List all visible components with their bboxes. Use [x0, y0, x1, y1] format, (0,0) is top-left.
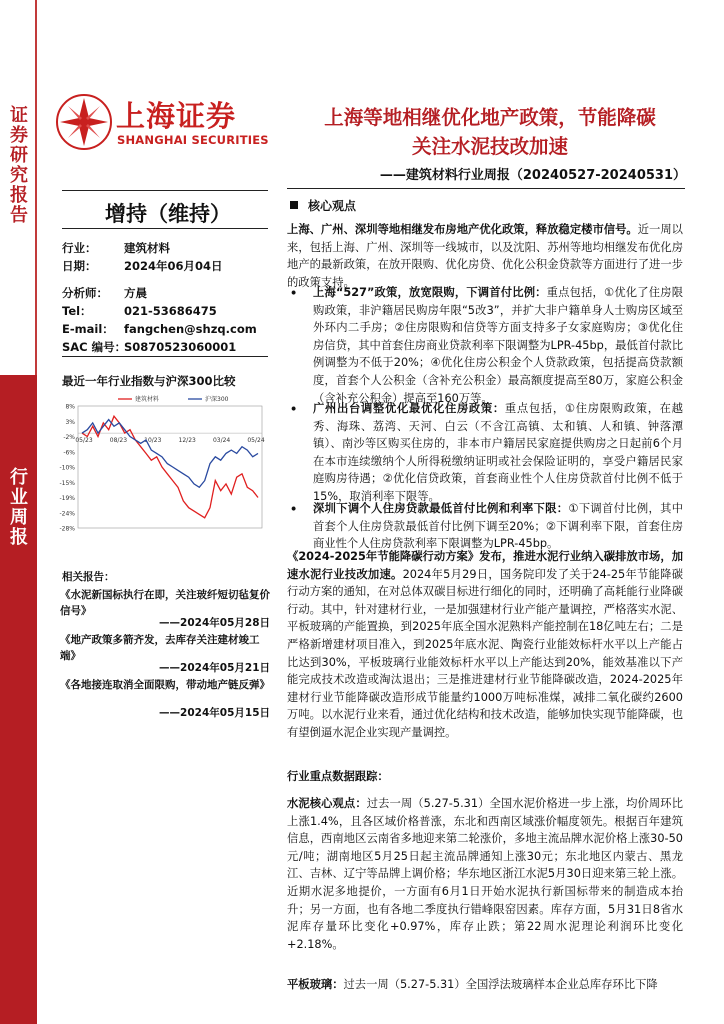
- company-logo: [56, 92, 269, 152]
- index-comparison-chart: [56, 392, 268, 540]
- legend-label: 建筑材料: [135, 396, 160, 403]
- x-tick-label: 08/23: [109, 437, 128, 445]
- y-tick-label: -2%: [63, 434, 75, 441]
- report-category-label: 行业周报: [10, 467, 28, 548]
- meta-value: 2024年06月04日: [124, 259, 223, 273]
- meta-key: SAC 编号：: [62, 340, 127, 354]
- y-tick-label: -10%: [59, 464, 75, 472]
- related-report-title[interactable]: 《各地接连取消全面限购，带动地产链反弹》: [60, 679, 270, 691]
- bullet-2: 广州出台调整优化最优化住房政策：重点包括，①住房限购政策，在越秀、海珠、荔湾、天河、白云（不含江高镇、太和镇、人和镇、钟落潭镇）、南沙等区购买住房的，非本市户籍居民家庭提供购房之日起前6个月在本市连续缴纳个人所得税缴纳证明或社会保险证明的，享受户籍居民家庭购房待遇；②优化信贷政策，首套商业性个人住房贷款首付比例不低于15%，取消利率下限等。: [313, 402, 683, 503]
- meta-key: 日期：: [62, 259, 97, 273]
- bullet-1: 上海“527”政策，放宽限购，下调首付比例：重点包括，①优化了住房限购政策，非沪籍居民购房年限“5改3”，并扩大非户籍单身人士购房区域至外环内二手房；②住房限购和信贷等方面支持多子女家庭购房；③优化住房信贷，其中首套住房商业贷款利率下限调整为LPR-45bp，最低首付款比例调整为不低于20%；④优化住房公积金个人贷款政策，包括提高贷款额度，首套个人公积金（含补充公积金）最高额度提高至80万，家庭公积金（含补充公积金）提高至160万等。: [313, 286, 683, 405]
- y-tick-label: -19%: [59, 495, 75, 502]
- meta-row: [62, 321, 257, 337]
- meta-key: 分析师：: [62, 286, 108, 300]
- y-tick-label: -15%: [59, 479, 75, 487]
- x-tick-label: 03/24: [212, 437, 231, 445]
- report-subtitle: ——建筑材料行业周报（20240527-20240531）: [379, 168, 686, 183]
- related-title: 相关报告：: [62, 571, 115, 583]
- report-type-label: 证券研究报告: [10, 105, 28, 226]
- meta-value: 方晨: [124, 286, 147, 300]
- y-tick-label: -28%: [59, 525, 75, 533]
- logo-cn-text: 上海证券: [116, 99, 237, 133]
- x-tick-label: 05/23: [75, 437, 93, 445]
- meta-key: 行业：: [62, 241, 97, 255]
- bullet-dot-1: •: [290, 287, 298, 300]
- meta-rule: [62, 356, 268, 357]
- related-report-date: ——2024年05月21日: [159, 662, 270, 674]
- x-tick-label: 12/23: [178, 437, 196, 445]
- related-report-title[interactable]: 《水泥新国标执行在即，关注玻纤短切毡复价信号》: [60, 589, 270, 617]
- bullet-dot-3: •: [290, 503, 298, 516]
- paragraph-2: 《2024-2025年节能降碳行动方案》发布，推进水泥行业纳入碳排放市场，加速水泥行业技改加速。2024年5月29日，国务院印发了关于24-25年节能降碳行动方案的通知，在对总体双碳目标进行细化的同时，还明确了高耗能行业降碳行动。其中，针对建材行业，一是加强建材行业产能产量调控，严格落实水泥、平板玻璃的产能置换，到2025年底全国水泥熟料产能控制在18亿吨左右；二是严格新增建材项目准入，到2025年底水泥、陶瓷行业能效标杆水平以上产能占比达到30%，平板玻璃行业能效标杆水平以上产能达到20%，能效基准以下产能完成技术改造或淘汰退出；三是推进建材行业节能降碳改造，2024-2025年建材行业节能降碳改造形成节能量约1000万吨标准煤，减排二氧化碳约2600万吨。以水泥行业来看，通过优化结构和技术改造，能够加快实现节能降碳，也有望倒逼水泥企业实现产量调控。: [287, 550, 683, 739]
- paragraph-3: 水泥核心观点：过去一周（5.27-5.31）全国水泥价格进一步上涨，均价周环比上涨1.4%，且各区域价格普涨，东北和西南区域涨价幅度领先。根据百年建筑信息，西南地区云南省多地迎来第二轮涨价，多地主流品牌水泥价格上涨30-50元/吨；湖南地区5月25日起主流品牌通知上涨30元；东北地区内蒙古、黑龙江、吉林、辽宁等品牌上调价格；华东地区浙江水泥5月30日迎来第三轮上涨。近期水泥多地提价，一方面有6月1日开始水泥执行新国标带来的制造成本抬升；另一方面，也有各地二季度执行错峰限窑因素。库存方面，5月31日8省水泥库存量环比变化+0.97%，库存止跌；第22周水泥理论利润环比变化+2.18%。: [287, 797, 683, 951]
- right-top-rule: [287, 188, 685, 189]
- bullet-dot-2: •: [290, 403, 298, 416]
- left-top-rule: [62, 190, 268, 191]
- meta-value[interactable]: fangchen@shzq.com: [124, 322, 257, 336]
- legend-label: 沪深300: [205, 396, 229, 403]
- logo-mark-icon: [56, 94, 112, 150]
- logo-en-text: SHANGHAI SECURITIES: [117, 133, 269, 147]
- meta-row: [62, 303, 217, 319]
- y-tick-label: 8%: [65, 403, 75, 411]
- x-tick-label: 05/24: [247, 437, 265, 445]
- rating: 增持（维持）: [105, 201, 231, 226]
- paragraph-1: 上海、广州、深圳等地相继发布房地产优化政策，释放稳定楼市信号。近一周以来，包括上海、广州、深圳等一线城市，以及沈阳、苏州等地均相继发布优化房地产的最新政策，在放开限购、优化房贷、优化公积金贷款等方面进行了进一步的政策支持。: [287, 223, 683, 289]
- related-report-date: ——2024年05月28日: [159, 617, 270, 629]
- y-tick-label: 3%: [65, 418, 75, 426]
- related-report-title[interactable]: 《地产政策多箭齐发，去库存关注建材竣工端》: [60, 634, 260, 662]
- title-line-1: 上海等地相继优化地产政策，节能降碳: [324, 106, 656, 129]
- y-tick-label: -6%: [63, 449, 75, 457]
- related-report-date: ——2024年05月15日: [159, 707, 270, 719]
- meta-row: [62, 258, 223, 274]
- x-tick-label: 10/23: [144, 437, 162, 445]
- y-tick-label: -24%: [59, 510, 75, 518]
- tracking-heading: 行业重点数据跟踪：: [287, 770, 389, 783]
- meta-row: [62, 285, 147, 301]
- chart-title: 最近一年行业指数与沪深300比较: [62, 374, 236, 388]
- meta-row: [62, 240, 170, 256]
- meta-key: E-mail：: [62, 322, 114, 336]
- bullet-3: 深圳下调个人住房贷款最低首付比例和利率下限：①下调首付比例，其中首套个人住房贷款最低首付比例下调至20%；②下调利率下限，首套住房商业性个人住房贷款利率下限调整为LPR-45bp。: [313, 502, 683, 551]
- meta-value: 021-53686475: [124, 304, 217, 318]
- meta-key: Tel：: [62, 304, 92, 318]
- rating-rule: [62, 228, 268, 229]
- series-line-building-materials: [82, 416, 258, 518]
- meta-value: S0870523060001: [124, 340, 237, 354]
- paragraph-4: 平板玻璃：过去一周（5.27-5.31）全国浮法玻璃样本企业总库存环比下降: [287, 978, 658, 991]
- meta-row: [62, 339, 236, 355]
- core-heading: 核心观点: [290, 197, 356, 214]
- meta-value: 建筑材料: [124, 241, 170, 255]
- title-line-2: 关注水泥技改加速: [411, 135, 568, 158]
